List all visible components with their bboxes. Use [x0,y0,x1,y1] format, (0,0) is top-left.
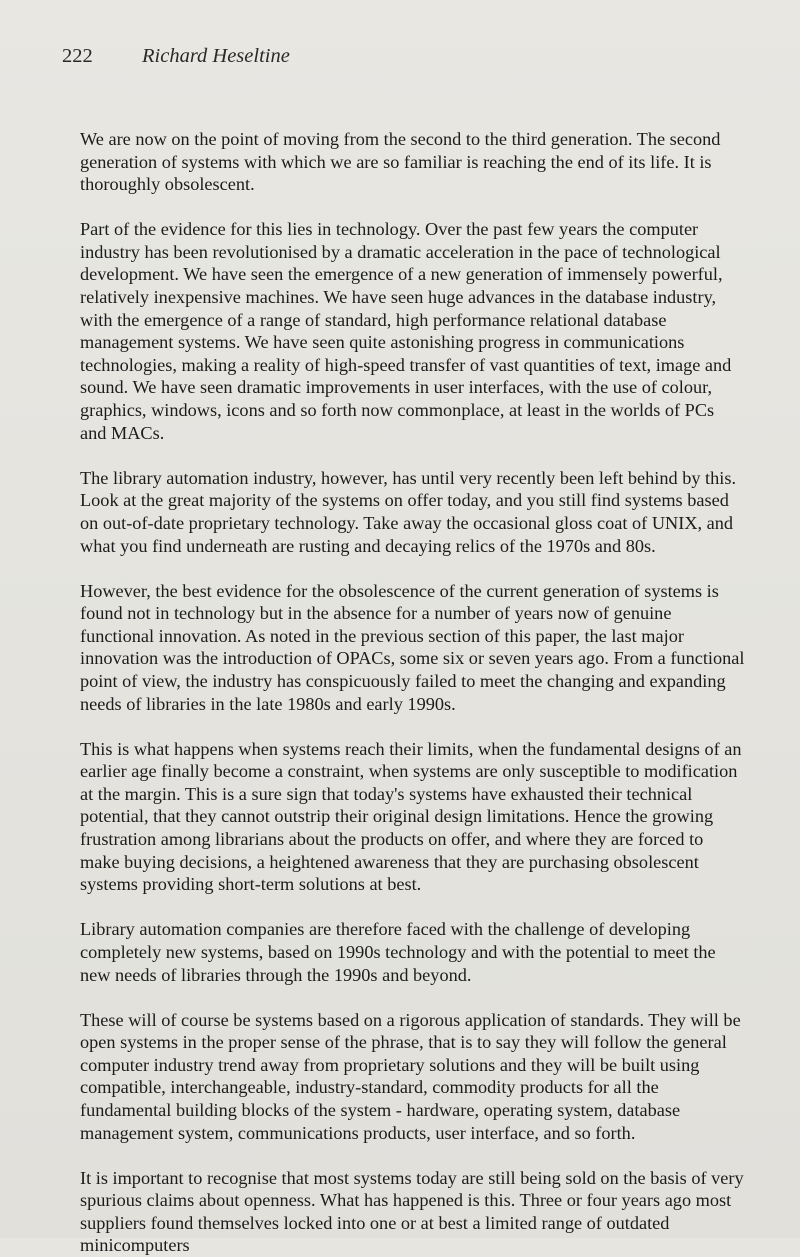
running-header [62,44,290,68]
paragraph-1: We are now on the point of moving from the second to the third generation. The second generation of systems with which we are so familiar is reaching the end of its life. It is thoroughly obsolescent. [80,129,721,195]
body-text [80,128,745,1257]
paragraph-6: Library automation companies are therefore faced with the challenge of developing completely new systems, based on 1990s technology and with the potential to meet the new needs of libraries through the 1990s and beyond. [80,919,716,985]
paragraph-8: It is important to recognise that most systems today are still being sold on the basis of very spurious claims about openness. What has happened is this. Three or four years ago most suppliers found themselves locked into one or at best a limited range of outdated minicomputers [80,1167,744,1256]
paragraph-2: Part of the evidence for this lies in technology. Over the past few years the computer industry has been revolutionised by a dramatic acceleration in the pace of technological development. We have seen the emergence of a new generation of immensely powerful, relatively inexpensive machines. We have seen huge advances in the database industry, with the emergence of a range of standard, high performance relational database management systems. We have seen quite astonishing progress in communications technologies, making a reality of high-speed transfer of vast quantities of text, image and sound. We have seen dramatic improvements in user interfaces, with the use of colour, graphics, windows, icons and so forth now commonplace, at least in the worlds of PCs and MACs. [80,219,732,443]
header-author: Richard Heseltine [142,45,290,67]
paragraph-7: These will of course be systems based on a rigorous application of standards. They will be open systems in the proper sense of the phrase, that is to say they will follow the general computer industry trend away from proprietary solutions and they will be built using compatible, interchangeable, industry-standard, commodity products for all the fundamental building blocks of the system - hardware, operating system, database management system, communications products, user interface, and so forth. [80,1009,741,1143]
paragraph-5: This is what happens when systems reach their limits, when the fundamental designs of an earlier age finally become a constraint, when systems are only susceptible to modification at the margin. This is a sure sign that today's systems have exhausted their technical potential, that they cannot outstrip their original design limitations. Hence the growing frustration among librarians about the products on offer, and where they are forced to make buying decisions, a heightened awareness that they are purchasing obsolescent systems providing short-term solutions at best. [80,738,742,895]
page-number: 222 [62,45,93,67]
paragraph-4: However, the best evidence for the obsolescence of the current generation of systems is found not in technology but in the absence for a number of years now of genuine functional innovation. As noted in the previous section of this paper, the last major innovation was the introduction of OPACs, some six or seven years ago. From a functional point of view, the industry has conspicuously failed to meet the changing and expanding needs of libraries in the late 1980s and early 1990s. [80,580,745,714]
paragraph-3: The library automation industry, however, has until very recently been left behind by this. Look at the great majority of the systems on offer today, and you still find systems based on out-of-date proprietary technology. Take away the occasional gloss coat of UNIX, and what you find underneath are rusting and decaying relics of the 1970s and 80s. [80,467,737,556]
